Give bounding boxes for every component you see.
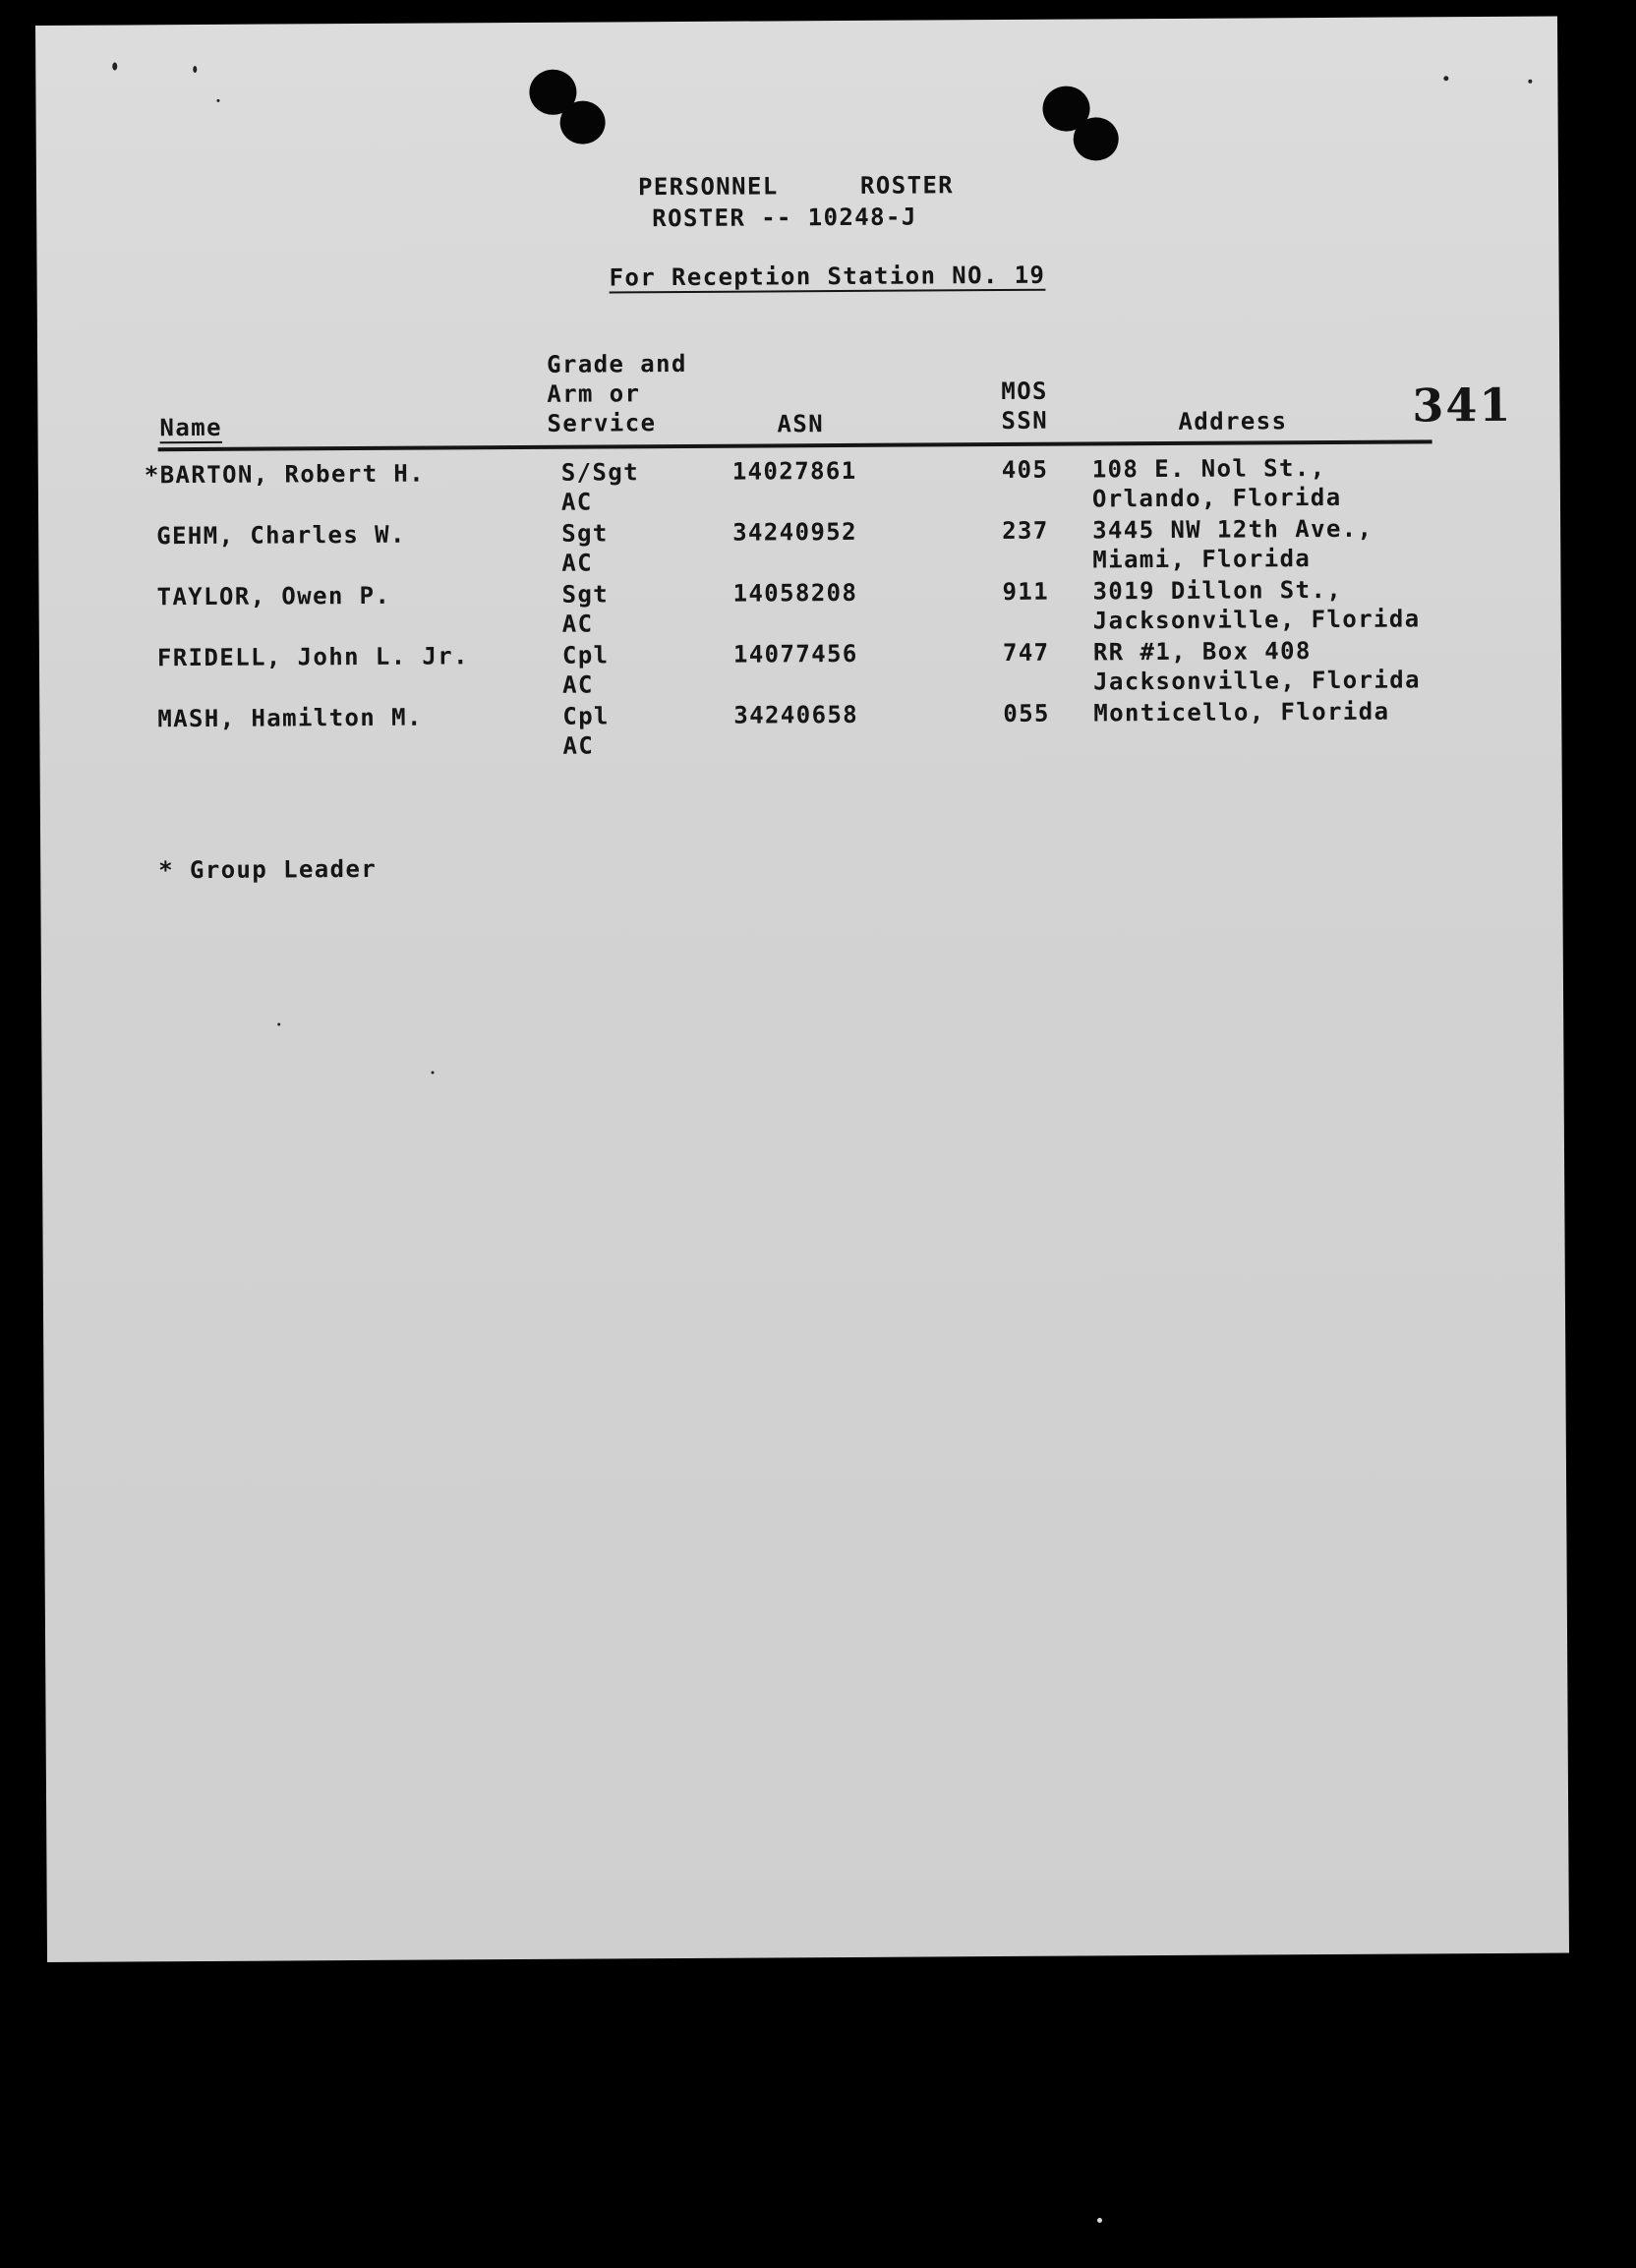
- cell-address-line2: Jacksonville, Florida: [1093, 666, 1422, 696]
- cell-address-line2: Orlando, Florida: [1091, 483, 1342, 513]
- header-grade-line1: Grade and: [547, 349, 687, 378]
- header-address: Address: [1178, 407, 1288, 436]
- title-personnel: PERSONNEL: [637, 172, 779, 202]
- scan-speck: [1443, 76, 1448, 81]
- scan-speck: [1528, 80, 1532, 84]
- cell-address-line1: Monticello, Florida: [1093, 697, 1390, 727]
- cell-grade: Sgt: [561, 580, 610, 609]
- cell-address-line2: Miami, Florida: [1092, 545, 1312, 574]
- scan-speck: [216, 99, 219, 102]
- scan-speck: [277, 1022, 280, 1025]
- cell-arm: AC: [562, 670, 594, 699]
- cell-mos: 405: [1001, 455, 1049, 485]
- scan-speck: [432, 1072, 435, 1075]
- cell-arm: AC: [561, 549, 594, 577]
- cell-grade: Cpl: [562, 702, 610, 730]
- cell-name: GEHM, Charles W.: [156, 520, 406, 551]
- cell-address-line1: 108 E. Nol St.,: [1091, 453, 1326, 484]
- scan-speck: [193, 66, 197, 73]
- cell-asn: 14027861: [731, 456, 857, 486]
- header-grade-line3: Service: [547, 409, 657, 437]
- punch-hole: [559, 100, 605, 144]
- cell-address-line1: 3019 Dillon St.,: [1092, 575, 1343, 606]
- cell-mos: 911: [1002, 577, 1050, 607]
- cell-grade: S/Sgt: [560, 458, 640, 487]
- cell-asn: 34240952: [732, 517, 858, 547]
- header-grade-line2: Arm or: [547, 379, 641, 408]
- cell-mos: 747: [1002, 638, 1050, 668]
- cell-mos: 237: [1002, 516, 1049, 546]
- cell-arm: AC: [562, 731, 595, 760]
- document-subtitle: For Reception Station NO. 19: [609, 261, 1046, 292]
- scan-speck: [112, 62, 117, 70]
- header-name: Name: [159, 413, 222, 442]
- cell-asn: 14077456: [732, 639, 858, 669]
- scan-speck: [1097, 2218, 1102, 2223]
- cell-grade: Sgt: [561, 519, 609, 548]
- punch-hole: [1074, 117, 1119, 160]
- cell-name: MASH, Hamilton M.: [157, 703, 423, 733]
- footnote-group-leader: * Group Leader: [158, 854, 378, 885]
- cell-address-line1: 3445 NW 12th Ave.,: [1092, 514, 1373, 545]
- title-roster: ROSTER: [859, 171, 955, 200]
- cell-address-line1: RR #1, Box 408: [1092, 637, 1312, 667]
- cell-arm: AC: [560, 488, 593, 516]
- cell-asn: 14058208: [732, 578, 858, 608]
- document-page: [35, 17, 1569, 1962]
- header-asn: ASN: [777, 410, 825, 438]
- cell-name: TAYLOR, Owen P.: [156, 581, 391, 611]
- cell-asn: 34240658: [733, 700, 859, 729]
- cell-address-line2: Jacksonville, Florida: [1092, 605, 1421, 635]
- header-ssn: SSN: [1001, 406, 1049, 436]
- roster-number: ROSTER -- 10248-J: [652, 203, 917, 233]
- header-rule: [158, 439, 1432, 451]
- cell-mos: 055: [1003, 699, 1050, 728]
- cell-grade: Cpl: [561, 641, 610, 669]
- cell-name: FRIDELL, John L. Jr.: [156, 642, 469, 672]
- page-number: 341: [1412, 378, 1513, 433]
- header-mos: MOS: [1001, 377, 1048, 406]
- cell-name: *BARTON, Robert H.: [144, 459, 426, 490]
- cell-arm: AC: [561, 610, 594, 638]
